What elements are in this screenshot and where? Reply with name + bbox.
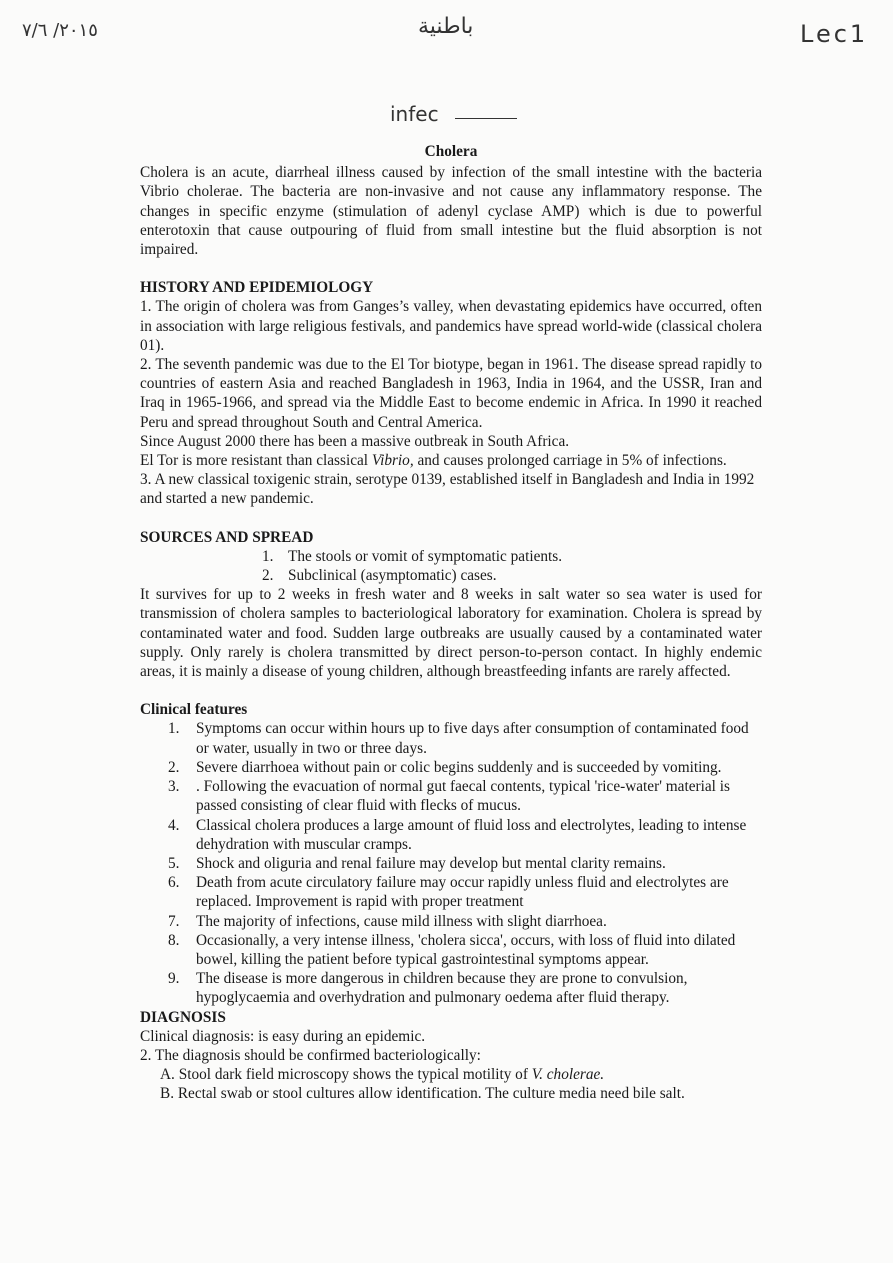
handwritten-lecture-number: Lec1 [800, 20, 869, 48]
sources-heading: SOURCES AND SPREAD [140, 528, 314, 546]
list-item: 1. Symptoms can occur within hours up to five days after consumption of contaminated food or water, usually in two or three days. [168, 720, 749, 757]
list-item: 5. Shock and oliguria and renal failure may develop but mental clarity remains. [168, 854, 666, 872]
diagnosis-item-b: B. Rectal swab or stool cultures allow identification. The culture media need bile salt. [160, 1085, 685, 1103]
handwritten-underline [455, 118, 517, 119]
list-item: 2. Severe diarrhoea without pain or colic begins suddenly and is succeeded by vomiting. [168, 758, 722, 776]
history-heading: HISTORY AND EPIDEMIOLOGY [140, 279, 374, 297]
handwritten-date: ٢٠١٥/ ٧/٦ [22, 20, 98, 41]
history-paragraph-3: Since August 2000 there has been a massive outbreak in South Africa. [140, 432, 570, 450]
diagnosis-heading: DIAGNOSIS [140, 1008, 226, 1026]
list-item: 2. Subclinical (asymptomatic) cases. [262, 567, 497, 585]
list-item: 4. Classical cholera produces a large amount of fluid loss and electrolytes, leading to intense dehydration with muscular cramps. [168, 816, 747, 853]
history-paragraph-5: 3. A new classical toxigenic strain, serotype 0139, established itself in Bangladesh and India in 1992 and started a new pandemic. [140, 471, 755, 508]
list-item: 6. Death from acute circulatory failure may occur rapidly unless fluid and electrolytes are replaced. Improvement is rapid with proper treatment [168, 874, 729, 911]
history-paragraph-4: El Tor is more resistant than classical Vibrio, and causes prolonged carriage in 5% of infections. [140, 452, 727, 470]
clinical-list [140, 719, 762, 1007]
list-item: 1. The stools or vomit of symptomatic patients. [262, 547, 563, 565]
diagnosis-line-2: 2. The diagnosis should be confirmed bacteriologically: [140, 1046, 481, 1064]
intro-paragraph: Cholera is an acute, diarrheal illness caused by infection of the small intestine with the bacteria Vibrio cholerae. The bacteria are non-invasive and not cause any inflammatory response. The changes in specific enzyme (stimulation of adenyl cyclase AMP) which is due to powerful enterotoxin that cause outpouring of fluid from small intestine but the fluid absorption is not impaired. [140, 164, 762, 259]
list-item: 9. The disease is more dangerous in children because they are prone to convulsion, hypoglycaemia and overhydration and pulmonary oedema after fluid therapy. [168, 970, 688, 1007]
sources-paragraph: It survives for up to 2 weeks in fresh water and 8 weeks in salt water so sea water is used for transmission of cholera samples to bacteriological laboratory for examination. Cholera is spread by contaminated water and food. Sudden large outbreaks are usually caused by a contaminated water supply. Only rarely is cholera transmitted by direct person-to-person contact. In highly endemic areas, it is mainly a disease of young children, although breastfeeding infants are rarely affected. [140, 586, 762, 681]
sources-list [140, 547, 762, 585]
list-item: 7. The majority of infections, cause mild illness with slight diarrhoea. [168, 912, 607, 930]
page-title: Cholera [424, 143, 478, 160]
handwritten-arabic-note: باطنية [418, 14, 474, 39]
history-paragraph-1: 1. The origin of cholera was from Ganges’s valley, when devastating epidemics have occurred, often in association with large religious festivals, and pandemics have spread world-wide (classical cholera 01). [140, 298, 762, 354]
list-item: 8. Occasionally, a very intense illness, 'cholera sicca', occurs, with loss of fluid into dilated bowel, killing the patient before typical gastrointestinal symptoms appear. [168, 931, 736, 968]
diagnosis-item-a: A. Stool dark field microscopy shows the typical motility of V. cholerae. [160, 1066, 605, 1084]
clinical-heading: Clinical features [140, 701, 248, 719]
diagnosis-line-1: Clinical diagnosis: is easy during an epidemic. [140, 1027, 426, 1045]
handwritten-topic: infec [390, 102, 439, 126]
history-paragraph-2: 2. The seventh pandemic was due to the El Tor biotype, began in 1961. The disease spread rapidly to countries of eastern Asia and reached Bangladesh in 1963, India in 1964, and the USSR, Iran and Iraq in 1965-1966, and spread via the Middle East to become endemic in Africa. In 1990 it reached Peru and spread throughout South and Central America. [140, 356, 762, 431]
list-item: 3. . Following the evacuation of normal gut faecal contents, typical 'rice-water' material is passed consisting of clear fluid with flecks of mucus. [168, 778, 730, 815]
document-body [140, 142, 762, 1104]
